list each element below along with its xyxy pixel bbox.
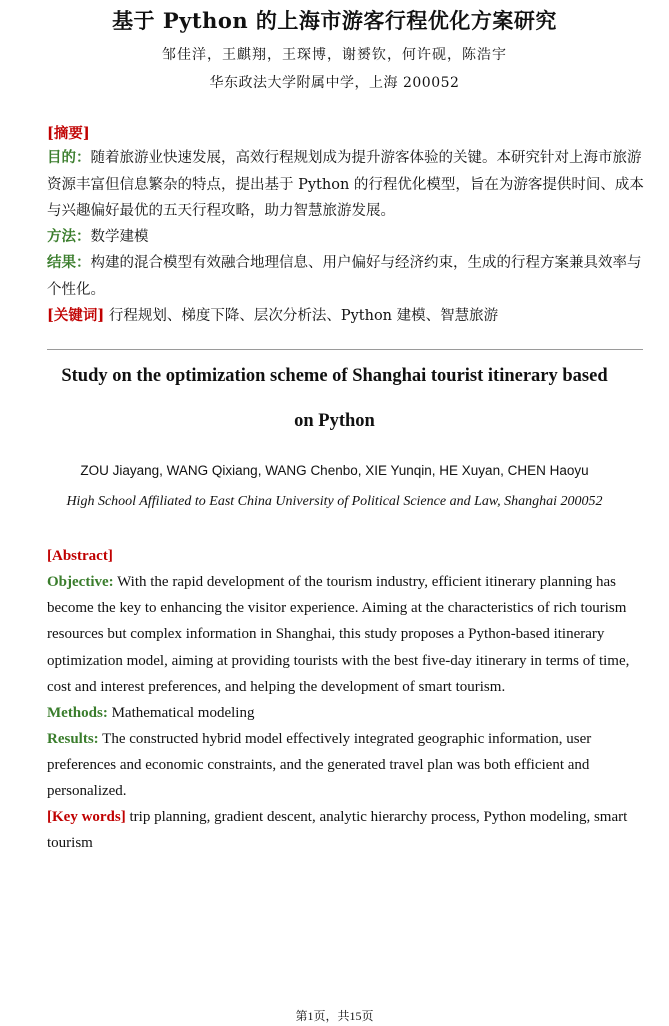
en-authors: ZOU Jiayang, WANG Qixiang, WANG Chenbo, XIE Yunqin, HE Xuyan, CHEN Haoyu [80, 463, 589, 478]
en-results-label: Results: [47, 731, 99, 747]
cn-objective-paragraph [47, 145, 647, 225]
cn-results-text: 构建的混合模型有效融合地理信息、用户偏好与经济约束，生成的行程方案兼具效率与个性化。 [47, 255, 642, 298]
cn-paper-title: 基于 Python 的上海市游客行程优化方案研究 [112, 8, 557, 33]
cn-abstract-heading: [摘要] [47, 125, 90, 142]
cn-results-label: 结果： [47, 254, 91, 271]
cn-objective-label: 目的： [47, 149, 91, 166]
en-results-text: The constructed hybrid model effectively integrated geographic information, user preferences and economic constraints, and the generated travel plan was both efficient and personalized. [47, 731, 592, 800]
en-methods-text: Mathematical modeling [111, 705, 255, 721]
en-methods-paragraph [47, 700, 647, 726]
cn-authors: 邹佳洋，王麒翔，王琛博，谢赟钦，何许砚，陈浩宇 [162, 47, 507, 63]
cn-methods-text: 数学建模 [90, 229, 149, 245]
cn-methods-paragraph [47, 224, 647, 251]
en-abstract-heading: [Abstract] [47, 548, 113, 564]
en-keywords-text: trip planning, gradient descent, analytic hierarchy process, Python modeling, smart tourism [47, 809, 628, 852]
cn-methods-label: 方法： [47, 228, 91, 245]
cn-keywords-label: [关键词] [47, 307, 105, 324]
en-objective-paragraph [47, 569, 647, 700]
cn-affiliation: 华东政法大学附属中学，上海 200052 [209, 75, 460, 91]
en-objective-text: With the rapid development of the tourism industry, efficient itinerary planning has become the key to enhancing the visitor experience. Aiming at the characteristics of rich tourism resources but complex information in Shanghai, this study proposes a Python-based itinerary optimization model, aiming at providing tourists with the best five-day itinerary in terms of time, cost and interest preferences, and helping the development of smart tourism. [47, 574, 630, 695]
en-paper-title-line2: on Python [294, 411, 375, 431]
en-results-paragraph [47, 726, 647, 805]
cn-keywords-paragraph [47, 303, 647, 330]
en-abstract-label [47, 543, 647, 569]
en-keywords-label: [Key words] [47, 809, 126, 825]
en-objective-label: Objective: [47, 574, 114, 590]
en-keywords-paragraph [47, 804, 647, 856]
cn-abstract-label [47, 121, 647, 148]
section-divider [47, 349, 643, 350]
en-paper-title-line1: Study on the optimization scheme of Shanghai tourist itinerary based [61, 366, 608, 386]
page-number: 第1页，共15页 [295, 1009, 374, 1023]
cn-results-paragraph [47, 250, 647, 303]
en-affiliation: High School Affiliated to East China University of Political Science and Law, Shanghai 200052 [66, 494, 603, 509]
cn-keywords-text: 行程规划、梯度下降、层次分析法、Python 建模、智慧旅游 [108, 308, 499, 324]
en-methods-label: Methods: [47, 705, 108, 721]
cn-objective-text: 随着旅游业快速发展，高效行程规划成为提升游客体验的关键。本研究针对上海市旅游资源丰富但信息繁杂的特点，提出基于 Python 的行程优化模型，旨在为游客提供时间、成本与兴趣偏好最优的五天行程攻略，助力智慧旅游发展。 [47, 150, 644, 219]
